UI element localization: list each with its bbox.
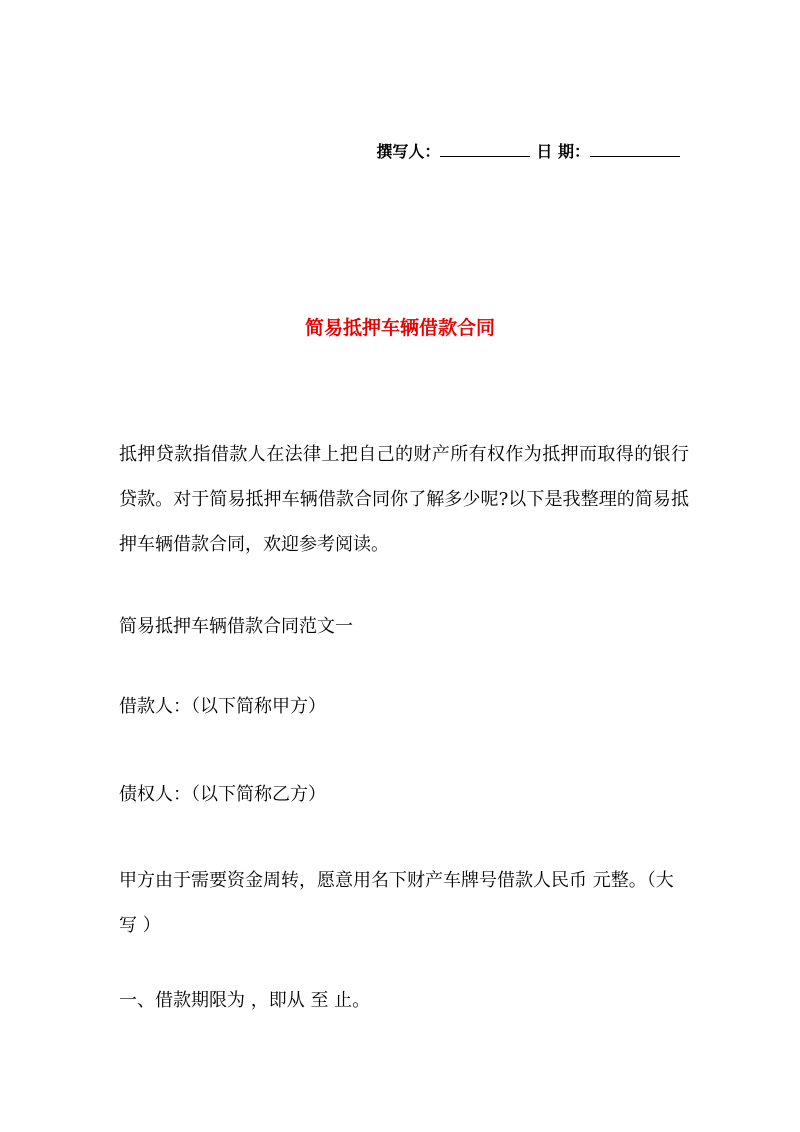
- header-line: [376, 140, 680, 163]
- creditor-line: 债权人：（以下简称乙方）: [119, 784, 326, 805]
- amount-clause: 甲方由于需要资金周转，愿意用名下财产车牌号借款人民币 元整。（大写 ）: [119, 870, 674, 936]
- intro-paragraph: 抵押贷款指借款人在法律上把自己的财产所有权作为抵押而取得的银行贷款。对于简易抵押车辆借款合同你了解多少呢?以下是我整理的简易抵押车辆借款合同，欢迎参考阅读。: [119, 444, 689, 555]
- date-blank-line: [590, 140, 680, 157]
- term-clause: 一、借款期限为 ，即从 至 止。: [119, 990, 371, 1011]
- author-label: 撰写人：: [376, 142, 441, 161]
- date-label: 日 期：: [536, 142, 590, 161]
- document-title: 简易抵押车辆借款合同: [304, 317, 495, 339]
- sample-heading: 简易抵押车辆借款合同范文一: [119, 616, 353, 637]
- author-blank-line: [440, 140, 530, 157]
- borrower-line: 借款人：（以下简称甲方）: [119, 696, 326, 717]
